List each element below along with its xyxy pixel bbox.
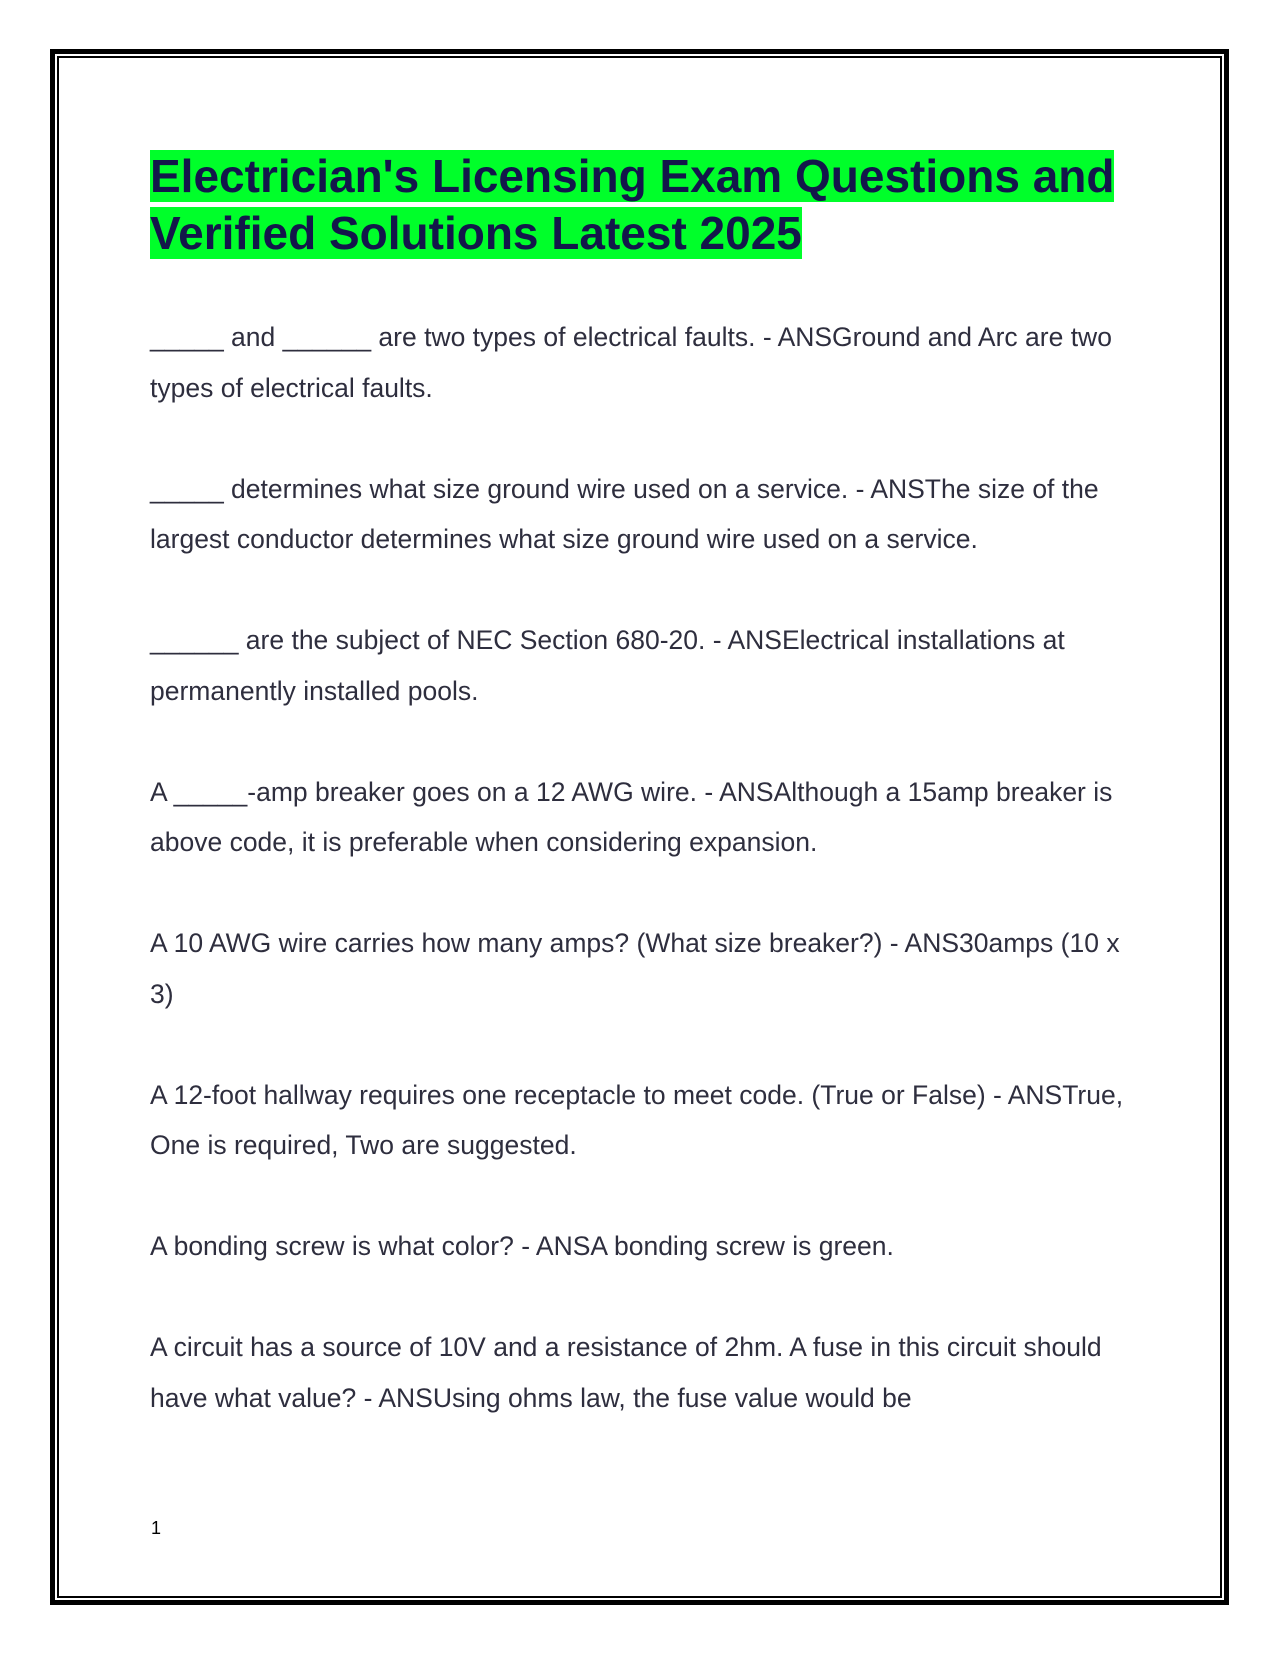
document-title (150, 148, 1130, 262)
qa-entry: _____ determines what size ground wire used on a service. - ANSThe size of the largest conductor determines what size ground wire used on a service. (150, 473, 1099, 554)
document-title-text: Electrician's Licensing Exam Questions and Verified Solutions Latest 2025 (150, 150, 1115, 259)
qa-list (150, 312, 1130, 1423)
qa-entry: A 10 AWG wire carries how many amps? (What size breaker?) - ANS30amps (10 x 3) (150, 928, 1120, 1009)
qa-entry: _____ and ______ are two types of electrical faults. - ANSGround and Arc are two types of electrical faults. (150, 322, 1112, 403)
page-content (150, 148, 1130, 1474)
qa-entry: A bonding screw is what color? - ANSA bonding screw is green. (150, 1231, 894, 1261)
qa-entry: A circuit has a source of 10V and a resistance of 2hm. A fuse in this circuit should have what value? - ANSUsing ohms law, the fuse value would be (150, 1332, 1102, 1413)
qa-entry: A _____-amp breaker goes on a 12 AWG wire. - ANSAlthough a 15amp breaker is above code, it is preferable when considering expansion. (150, 776, 1113, 857)
qa-entry: ______ are the subject of NEC Section 680-20. - ANSElectrical installations at permanently installed pools. (150, 625, 1065, 706)
page-number: 1 (151, 1518, 162, 1538)
qa-entry: A 12-foot hallway requires one receptacle to meet code. (True or False) - ANSTrue, One is required, Two are suggested. (150, 1079, 1124, 1160)
